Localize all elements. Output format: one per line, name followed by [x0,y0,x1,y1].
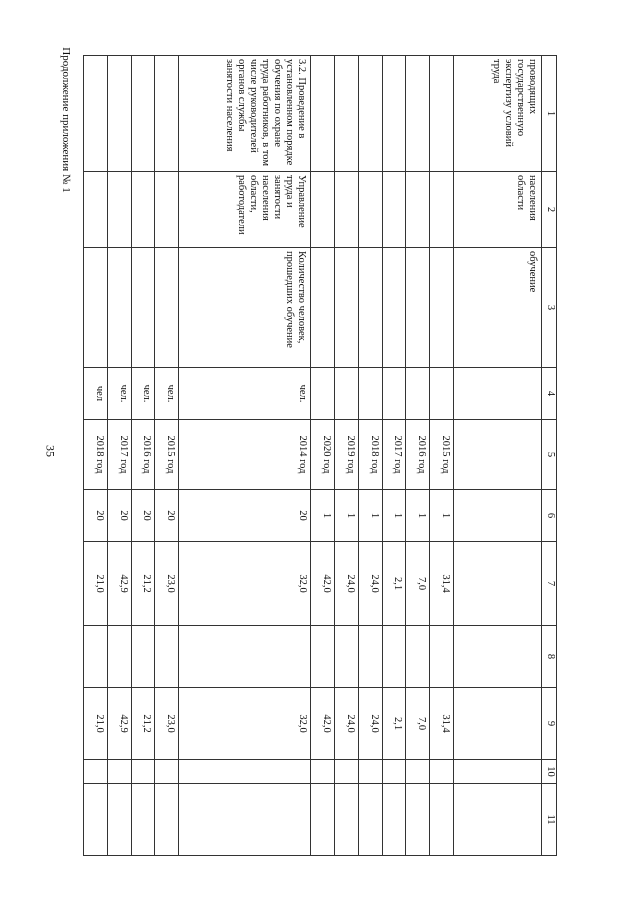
value-cell: 31,4 [430,688,454,760]
empty-cell [358,56,382,172]
value-cell: 21,0 [84,542,108,626]
empty-cell [454,626,542,688]
empty-cell [131,784,155,856]
year-cell: 2017 год [107,420,131,490]
empty-cell [454,490,542,542]
table-row [358,56,382,856]
column-header: 9 [542,688,557,760]
empty-cell [358,368,382,420]
year-cell: 2016 год [131,420,155,490]
table-row [311,56,335,856]
empty-cell [131,760,155,784]
empty-cell [430,760,454,784]
measure-cell: Количество человек, прошедших обучение [179,248,311,368]
empty-cell [84,248,108,368]
empty-cell [358,626,382,688]
value-cell: 31,4 [430,542,454,626]
value-cell: 20 [179,490,311,542]
empty-cell [311,248,335,368]
column-header: 3 [542,248,557,368]
empty-cell [335,368,359,420]
value-cell: 24,0 [335,688,359,760]
empty-cell [155,784,179,856]
empty-cell [406,56,430,172]
empty-cell [311,760,335,784]
unit-cell: чел. [131,368,155,420]
empty-cell [107,626,131,688]
empty-cell [358,248,382,368]
year-cell: 2018 год [84,420,108,490]
empty-cell [454,760,542,784]
empty-cell [382,248,406,368]
empty-cell [430,248,454,368]
value-cell: 24,0 [358,542,382,626]
empty-cell [406,760,430,784]
empty-cell [454,784,542,856]
empty-cell [311,784,335,856]
empty-cell [155,248,179,368]
column-header: 11 [542,784,557,856]
value-cell: 21,2 [131,542,155,626]
empty-cell [107,248,131,368]
empty-cell [84,56,108,172]
empty-cell [406,248,430,368]
empty-cell [107,784,131,856]
value-cell: 1 [335,490,359,542]
empty-cell [311,172,335,248]
measure-cell: обучение [454,248,542,368]
value-cell: 1 [311,490,335,542]
empty-cell [406,784,430,856]
column-header: 8 [542,626,557,688]
column-header: 10 [542,760,557,784]
empty-cell [454,420,542,490]
year-cell: 2016 год [406,420,430,490]
year-cell: 2015 год [430,420,454,490]
unit-cell: чел. [107,368,131,420]
column-header: 1 [542,56,557,172]
empty-cell [406,172,430,248]
value-cell: 7,0 [406,542,430,626]
empty-cell [382,760,406,784]
rotated-table-wrapper [83,55,557,855]
empty-cell [335,760,359,784]
empty-cell [382,368,406,420]
column-header: 4 [542,368,557,420]
empty-cell [430,56,454,172]
table-row [155,56,179,856]
empty-cell [155,626,179,688]
empty-cell [84,784,108,856]
table-row [84,56,108,856]
table-row [179,56,311,856]
value-cell: 42,0 [311,688,335,760]
empty-cell [430,626,454,688]
data-table [83,55,557,856]
page-number: 35 [43,445,58,457]
value-cell: 32,0 [179,542,311,626]
year-cell: 2014 год [179,420,311,490]
empty-cell [107,56,131,172]
empty-cell [107,760,131,784]
table-row [430,56,454,856]
empty-cell [155,172,179,248]
unit-cell: чел. [155,368,179,420]
column-header: 2 [542,172,557,248]
empty-cell [311,56,335,172]
value-cell: 2,1 [382,542,406,626]
empty-cell [84,760,108,784]
empty-cell [155,760,179,784]
empty-cell [382,56,406,172]
value-cell: 20 [107,490,131,542]
continuation-label: Продолжение приложения № 1 [60,47,72,193]
empty-cell [430,172,454,248]
empty-cell [311,368,335,420]
header-row [542,56,557,856]
year-cell: 2018 год [358,420,382,490]
empty-cell [155,56,179,172]
value-cell: 24,0 [358,688,382,760]
value-cell: 42,0 [311,542,335,626]
empty-cell [131,248,155,368]
value-cell: 21,0 [84,688,108,760]
indicator-cell: проводящих государственную экспертизу условий труда [454,56,542,172]
empty-cell [311,626,335,688]
empty-cell [107,172,131,248]
empty-cell [84,172,108,248]
year-cell: 2020 год [311,420,335,490]
empty-cell [84,626,108,688]
empty-cell [358,784,382,856]
empty-cell [179,760,311,784]
empty-cell [382,626,406,688]
value-cell: 20 [155,490,179,542]
empty-cell [382,784,406,856]
value-cell: 21,2 [131,688,155,760]
empty-cell [179,784,311,856]
value-cell: 23,0 [155,688,179,760]
empty-cell [335,172,359,248]
value-cell: 42,9 [107,688,131,760]
year-cell: 2015 год [155,420,179,490]
table-row [454,56,542,856]
value-cell: 24,0 [335,542,359,626]
responsible-cell: Управление труда и занятости населения области, работодатели [179,172,311,248]
empty-cell [430,368,454,420]
value-cell: 20 [84,490,108,542]
unit-cell: чел. [179,368,311,420]
value-cell: 23,0 [155,542,179,626]
empty-cell [131,172,155,248]
table-row [406,56,430,856]
year-cell: 2019 год [335,420,359,490]
empty-cell [179,626,311,688]
empty-cell [335,784,359,856]
empty-cell [406,626,430,688]
column-header: 5 [542,420,557,490]
empty-cell [382,172,406,248]
value-cell: 32,0 [179,688,311,760]
table-row [131,56,155,856]
empty-cell [131,626,155,688]
empty-cell [454,688,542,760]
value-cell: 1 [406,490,430,542]
table-row [382,56,406,856]
column-header: 7 [542,542,557,626]
year-cell: 2017 год [382,420,406,490]
empty-cell [335,626,359,688]
empty-cell [358,760,382,784]
value-cell: 20 [131,490,155,542]
table-row [107,56,131,856]
value-cell: 7,0 [406,688,430,760]
empty-cell [406,368,430,420]
value-cell: 1 [358,490,382,542]
empty-cell [335,248,359,368]
indicator-cell: 3.2. Проведение в установленном порядке обучения по охране труда работников, в том числе руководителей органов службы занятости населения [179,56,311,172]
value-cell: 42,9 [107,542,131,626]
empty-cell [335,56,359,172]
responsible-cell: населения области [454,172,542,248]
value-cell: 1 [382,490,406,542]
empty-cell [454,368,542,420]
empty-cell [430,784,454,856]
empty-cell [358,172,382,248]
value-cell: 1 [430,490,454,542]
empty-cell [131,56,155,172]
table-row [335,56,359,856]
value-cell: 2,1 [382,688,406,760]
unit-cell: чел [84,368,108,420]
empty-cell [454,542,542,626]
column-header: 6 [542,490,557,542]
